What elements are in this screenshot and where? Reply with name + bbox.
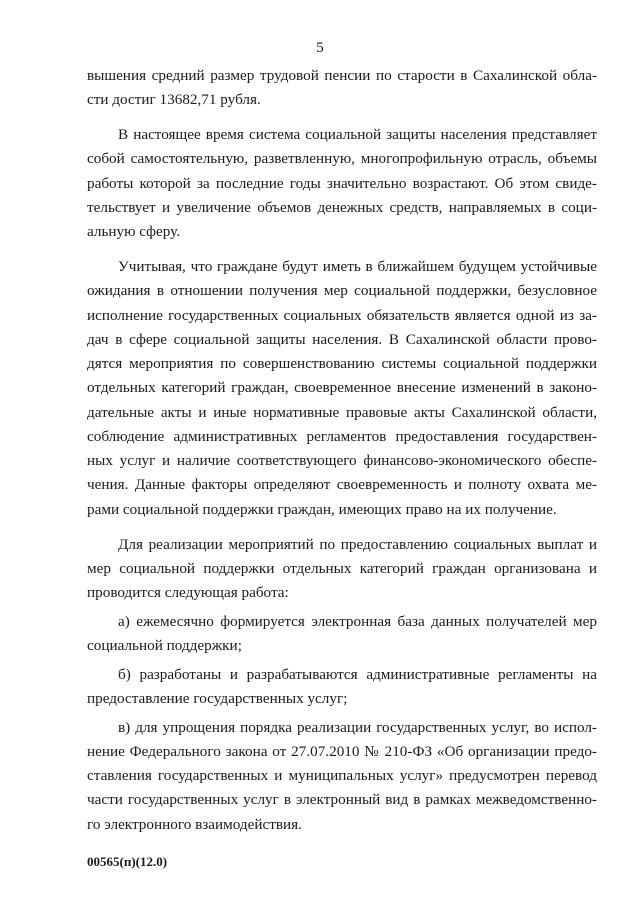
text-line: в) для упрощения порядка реализации государственных услуг, во испол- — [118, 719, 597, 736]
text-line: чения. Данные факторы определяют своевременность и полноту охвата ме- — [87, 476, 597, 493]
text-line: сти достиг 13682,71 рубля. — [87, 91, 261, 108]
text-line: тельствует и увеличение объемов денежных средств, направляемых в соци- — [87, 199, 597, 216]
text-line: б) разработаны и разрабатываются административные регламенты на — [118, 666, 597, 683]
text-line: отдельных категорий граждан, своевременное внесение изменений в законо- — [87, 379, 597, 396]
text-line: ожидания в отношении получения мер социальной поддержки, безусловное — [87, 282, 597, 299]
text-line: собой самостоятельную, разветвленную, многопрофильную отрасль, объемы — [87, 150, 597, 167]
text-line: нение Федерального закона от 27.07.2010 № 210-ФЗ «Об организации предо- — [87, 743, 597, 760]
text-line: го электронного взаимодействия. — [87, 816, 302, 833]
text-line: ных услуг и наличие соответствующего финансово-экономического обеспе- — [87, 452, 597, 469]
text-line: работы которой за последние годы значительно возрастают. Об этом свиде- — [87, 175, 597, 192]
text-line: Для реализации мероприятий по предоставлению социальных выплат и — [118, 536, 597, 553]
text-line: дательные акты и иные нормативные правовые акты Сахалинской области, — [87, 404, 597, 421]
text-line: исполнение государственных социальных обязательств является одной из за- — [87, 307, 597, 324]
text-line: мер социальной поддержки отдельных категорий граждан организована и — [87, 560, 597, 577]
text-line: Учитывая, что граждане будут иметь в ближайшем будущем устойчивые — [118, 258, 597, 275]
text-line: предоставление государственных услуг; — [87, 690, 348, 707]
text-line: рами социальной поддержки граждан, имеющих право на их получение. — [87, 501, 557, 518]
text-line: ставления государственных и муниципальных услуг» предусмотрен перевод — [87, 767, 597, 784]
footer-code: 00565(п)(12.0) — [87, 854, 168, 869]
text-line: дач в сфере социальной защиты населения. В Сахалинской области прово- — [87, 331, 597, 348]
text-line: а) ежемесячно формируется электронная база данных получателей мер — [118, 613, 597, 630]
text-line: части государственных услуг в электронный вид в рамках межведомственно- — [87, 791, 597, 808]
page-number: 5 — [316, 40, 324, 56]
text-line: вышения средний размер трудовой пенсии по старости в Сахалинской обла- — [87, 67, 597, 84]
text-line: проводится следующая работа: — [87, 584, 289, 601]
text-line: В настоящее время система социальной защиты населения представляет — [118, 126, 597, 143]
text-line: соблюдение административных регламентов предоставления государствен- — [87, 428, 597, 445]
text-line: социальной поддержки; — [87, 637, 242, 654]
text-line: дятся мероприятия по совершенствованию системы социальной поддержки — [87, 355, 597, 372]
text-line: альную сферу. — [87, 223, 181, 240]
